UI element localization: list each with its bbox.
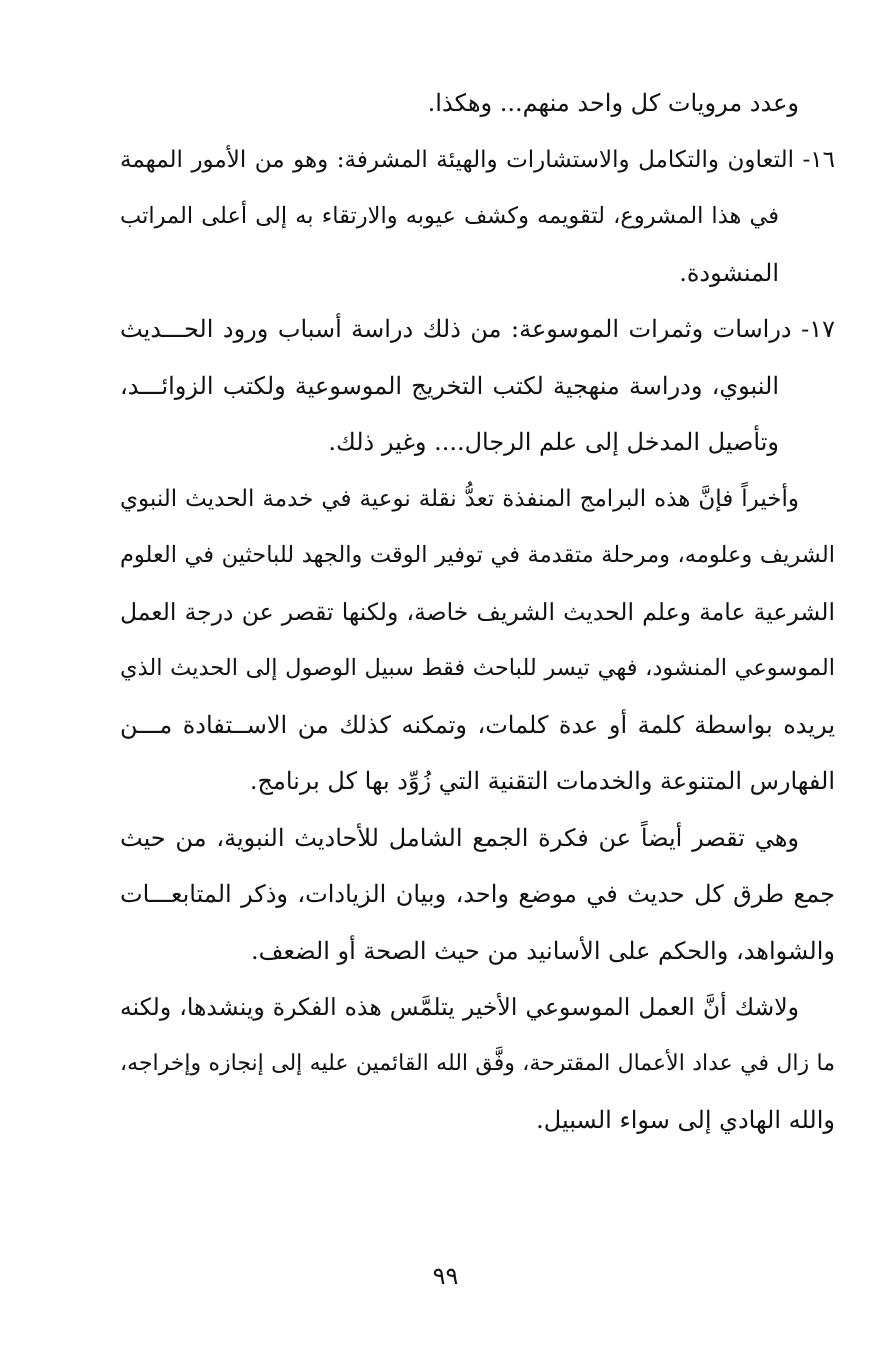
text-line: الشرعية عامة وعلم الحديث الشريف خاصة، ولكنها تقصر عن درجة العمل	[120, 597, 835, 626]
text-line: ولاشك أنَّ العمل الموسوعي الأخير يتلمَّس هذه الفكرة وينشدها، ولكنه	[120, 993, 799, 1021]
text-line: الفهارس المتنوعة والخدمات التقنية التي زُوِّد بها كل برنامج.	[249, 767, 835, 795]
text-line: وعدد مرويات كل واحد منهم... وهكذا.	[427, 89, 799, 117]
text-line: يريده بواسطة كلمة أو عدة كلمات، وتمكنه كذلك من الاســتفادة مـــن	[120, 710, 835, 739]
text-line: وأخيراً فإنَّ هذه البرامج المنفذة تعدُّ نقلة نوعية في خدمة الحديث النبوي	[120, 485, 799, 512]
text-line: ١٧- دراسات وثمرات الموسوعة: من ذلك دراسة أسباب ورود الحـــديث	[120, 315, 835, 343]
page-number: ٩٩	[432, 1262, 459, 1290]
text-line: ١٦- التعاون والتكامل والاستشارات والهيئة المشرفة: وهو من الأمور المهمة	[120, 146, 835, 173]
text-line: ما زال في عداد الأعمال المقترحة، وفَّق الله القائمين عليه إلى إنجازه وإخراجه،	[120, 1050, 835, 1076]
text-line: والشواهد، والحكم على الأسانيد من حيث الصحة أو الضعف.	[251, 936, 835, 965]
text-line: الشريف وعلومه، ومرحلة متقدمة في توفير الوقت والجهد للباحثين في العلوم	[120, 542, 835, 568]
text-line: المنشودة.	[679, 258, 779, 287]
text-line: الموسوعي المنشود، فهي تيسر للباحث فقط سبيل الوصول إلى الحديث الذي	[120, 655, 835, 681]
text-line: في هذا المشروع، لتقويمه وكشف عيوبه والارتقاء به إلى أعلى المراتب	[120, 203, 779, 229]
text-line: النبوي، ودراسة منهجية لكتب التخريج الموسوعية ولكتب الزوائـــد،	[120, 371, 779, 400]
text-line: وهي تقصر أيضاً عن فكرة الجمع الشامل للأحاديث النبوية، من حيث	[120, 823, 799, 852]
text-line: والله الهادي إلى سواء السبيل.	[536, 1106, 835, 1134]
text-line: وتأصيل المدخل إلى علم الرجال.... وغير ذلك.	[328, 428, 779, 456]
text-line: جمع طرق كل حديث في موضع واحد، وبيان الزيادات، وذكر المتابعـــات	[120, 880, 835, 908]
body-text	[120, 75, 835, 1149]
